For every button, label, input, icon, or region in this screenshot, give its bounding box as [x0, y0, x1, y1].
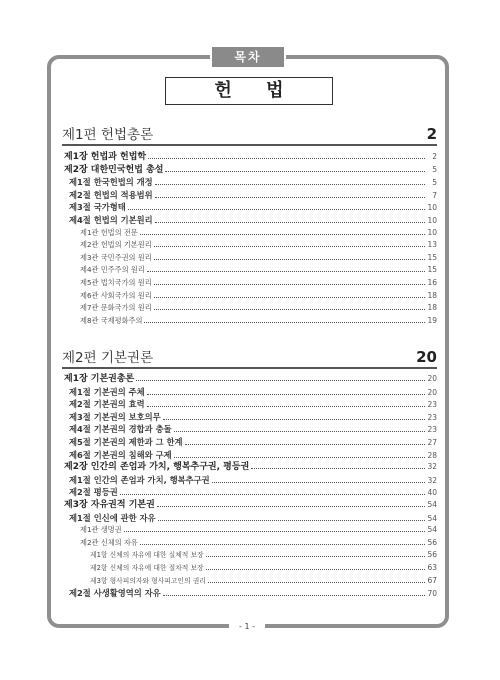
- dot-leader: [185, 443, 425, 445]
- toc-entry-label: 제1절 한국헌법의 개정: [69, 177, 153, 188]
- document-title: 헌 법: [165, 77, 333, 105]
- toc-entry-page: 54: [427, 499, 437, 509]
- dot-leader: [140, 233, 425, 235]
- dot-leader: [206, 555, 425, 557]
- toc-entry[interactable]: [62, 549, 437, 562]
- toc-entry[interactable]: [62, 461, 437, 474]
- toc-entry[interactable]: [62, 151, 437, 164]
- toc-entry[interactable]: [62, 252, 437, 265]
- dot-leader: [147, 270, 425, 272]
- toc-entry-label: 제1절 인신에 관한 자유: [69, 512, 156, 523]
- toc-entry-page: 40: [427, 488, 437, 498]
- toc-entry[interactable]: [62, 227, 437, 240]
- dot-leader: [212, 481, 425, 483]
- toc-entry[interactable]: [62, 277, 437, 290]
- toc-entry[interactable]: [62, 398, 437, 411]
- dot-leader: [147, 393, 425, 395]
- part-title: 제2편 기본권론: [62, 350, 154, 366]
- toc-entry-page: 20: [427, 374, 437, 383]
- toc-entry[interactable]: [62, 474, 437, 487]
- toc-entry-page: 23: [427, 412, 437, 422]
- dot-leader: [206, 568, 425, 570]
- toc-entry[interactable]: [62, 524, 437, 537]
- toc-entry-label: 제3항 형사피의자와 형사피고인의 권리: [90, 576, 206, 585]
- toc-entry-label: 제1관 생명권: [80, 525, 122, 535]
- dot-leader: [157, 505, 425, 507]
- toc-entry-page: 23: [427, 400, 437, 410]
- dot-leader: [163, 418, 425, 420]
- toc-entry-page: 10: [427, 203, 437, 213]
- toc-entry-page: 56: [427, 537, 437, 547]
- toc-entry-label: 제1장 기본권총론: [64, 374, 135, 384]
- toc-entry-label: 제2항 신체의 자유에 대한 절차적 보장: [90, 563, 204, 572]
- part-page: 2: [426, 125, 437, 143]
- dot-leader: [124, 530, 425, 532]
- toc-entry-page: 67: [427, 575, 437, 585]
- toc-list: [62, 373, 437, 600]
- toc-entry[interactable]: [62, 315, 437, 328]
- toc-entry-page: 15: [427, 265, 437, 275]
- toc-entry[interactable]: [62, 164, 437, 177]
- toc-entry-label: 제3절 기본권의 보호의무: [69, 411, 161, 422]
- toc-entry-label: 제2절 기본권의 효력: [69, 399, 145, 410]
- toc-entry[interactable]: [62, 562, 437, 575]
- dot-leader: [144, 321, 425, 323]
- dot-leader: [158, 519, 425, 521]
- toc-entry[interactable]: [62, 290, 437, 303]
- toc-entry-page: 16: [427, 277, 437, 287]
- toc-entry-label: 제1항 신체의 자유에 대한 실체적 보장: [90, 551, 204, 560]
- toc-entry[interactable]: [62, 449, 437, 462]
- toc-entry-label: 제6절 기본권의 침해와 구제: [69, 449, 172, 460]
- toc-entry-label: 제2절 사생활영역의 자유: [69, 588, 161, 599]
- dot-leader: [154, 245, 425, 247]
- toc-entry-page: 56: [427, 550, 437, 560]
- dot-leader: [251, 467, 425, 469]
- toc-entry-label: 제4관 민주주의 원리: [80, 265, 145, 275]
- toc-entry[interactable]: [62, 189, 437, 202]
- dot-leader: [174, 456, 425, 458]
- toc-entry-label: 제2장 대한민국헌법 총설: [64, 164, 164, 175]
- toc-entry-page: 19: [427, 315, 437, 325]
- dot-leader: [154, 296, 425, 298]
- toc-entry[interactable]: [62, 499, 437, 512]
- dot-leader: [154, 308, 425, 310]
- toc-entry[interactable]: [62, 411, 437, 424]
- dot-leader: [155, 183, 425, 185]
- dot-leader: [147, 405, 425, 407]
- toc-entry-label: 제1절 인간의 존엄과 가치, 행복추구권: [69, 474, 210, 485]
- toc-entry-page: 27: [427, 437, 437, 447]
- toc-entry-page: 7: [432, 190, 437, 200]
- toc-entry-page: 5: [432, 178, 437, 188]
- toc-entry[interactable]: [62, 239, 437, 252]
- toc-entry-page: 10: [427, 227, 437, 237]
- toc-entry-label: 제4절 헌법의 기본원리: [69, 214, 153, 225]
- toc-entry-page: 54: [427, 513, 437, 523]
- dot-leader: [155, 221, 425, 223]
- toc-entry-label: 제1장 헌법과 헌법학: [64, 152, 147, 162]
- toc-entry-label: 제2절 헌법의 적용범위: [69, 189, 153, 200]
- dot-leader: [136, 379, 425, 381]
- toc-entry-label: 제2관 신체의 자유: [80, 537, 138, 547]
- toc-entry-page: 2: [432, 152, 437, 161]
- page-number: - 1 -: [229, 621, 265, 633]
- toc-entry-page: 10: [427, 215, 437, 225]
- dot-leader: [128, 208, 425, 210]
- toc-entry-page: 23: [427, 425, 437, 435]
- toc-entry-page: 32: [427, 475, 437, 485]
- toc-entry-label: 제1절 기본권의 주체: [69, 386, 145, 397]
- dot-leader: [174, 430, 425, 432]
- part-title: 제1편 헌법총론: [62, 127, 154, 143]
- toc-entry-label: 제2관 헌법의 기본원리: [80, 240, 152, 250]
- toc-entry-page: 5: [432, 164, 437, 174]
- toc-entry-label: 제2절 평등권: [69, 487, 118, 498]
- toc-entry-page: 20: [427, 387, 437, 397]
- toc-entry-page: 28: [427, 450, 437, 460]
- dot-leader: [120, 493, 425, 495]
- toc-entry-label: 제3절 국가형태: [69, 202, 126, 213]
- toc-entry-page: 18: [427, 290, 437, 300]
- toc-entry[interactable]: [62, 201, 437, 214]
- toc-entry[interactable]: [62, 512, 437, 525]
- toc-entry-page: 32: [427, 462, 437, 472]
- toc-entry-page: 13: [427, 240, 437, 250]
- toc-entry[interactable]: [62, 373, 437, 386]
- part-heading: [62, 122, 437, 146]
- toc-entry[interactable]: [62, 423, 437, 436]
- toc-tab-label: 목차: [210, 45, 286, 69]
- dot-leader: [155, 196, 425, 198]
- toc-entry-label: 제5절 기본권의 제한과 그 한계: [69, 436, 183, 447]
- toc-entry[interactable]: [62, 486, 437, 499]
- toc-entry-page: 70: [427, 589, 437, 599]
- dot-leader: [208, 581, 425, 583]
- toc-entry[interactable]: [62, 302, 437, 315]
- dot-leader: [165, 170, 425, 172]
- toc-entry[interactable]: [62, 575, 437, 588]
- part-heading: [62, 345, 437, 369]
- toc-entry-page: 63: [427, 562, 437, 572]
- toc-entry-label: 제7관 문화국가의 원리: [80, 303, 152, 313]
- toc-entry[interactable]: [62, 264, 437, 277]
- dot-leader: [154, 283, 425, 285]
- dot-leader: [163, 594, 425, 596]
- toc-entry-label: 제8관 국제평화주의: [80, 315, 143, 325]
- dot-leader: [148, 157, 425, 159]
- toc-entry-label: 제6관 사회국가의 원리: [80, 290, 152, 300]
- toc-entry-label: 제3장 자유권적 기본권: [64, 499, 155, 510]
- toc-entry-page: 18: [427, 303, 437, 313]
- toc-list: [62, 151, 437, 327]
- toc-entry[interactable]: [62, 386, 437, 399]
- toc-entry-label: 제4절 기본권의 경합과 충돌: [69, 424, 172, 435]
- part-page: 20: [416, 348, 437, 366]
- toc-entry[interactable]: [62, 587, 437, 600]
- dot-leader: [140, 543, 425, 545]
- toc-entry-label: 제3관 국민주권의 원리: [80, 252, 152, 262]
- dot-leader: [154, 258, 425, 260]
- toc-entry[interactable]: [62, 176, 437, 189]
- toc-entry-page: 15: [427, 252, 437, 262]
- toc-entry-label: 제1관 헌법의 전문: [80, 227, 138, 237]
- toc-entry[interactable]: [62, 214, 437, 227]
- toc-entry-label: 제5관 법치국가의 원리: [80, 277, 152, 287]
- toc-entry[interactable]: [62, 537, 437, 550]
- toc-entry[interactable]: [62, 436, 437, 449]
- toc-entry-label: 제2장 인간의 존엄과 가치, 행복추구권, 평등권: [64, 462, 250, 473]
- toc-entry-page: 54: [427, 525, 437, 535]
